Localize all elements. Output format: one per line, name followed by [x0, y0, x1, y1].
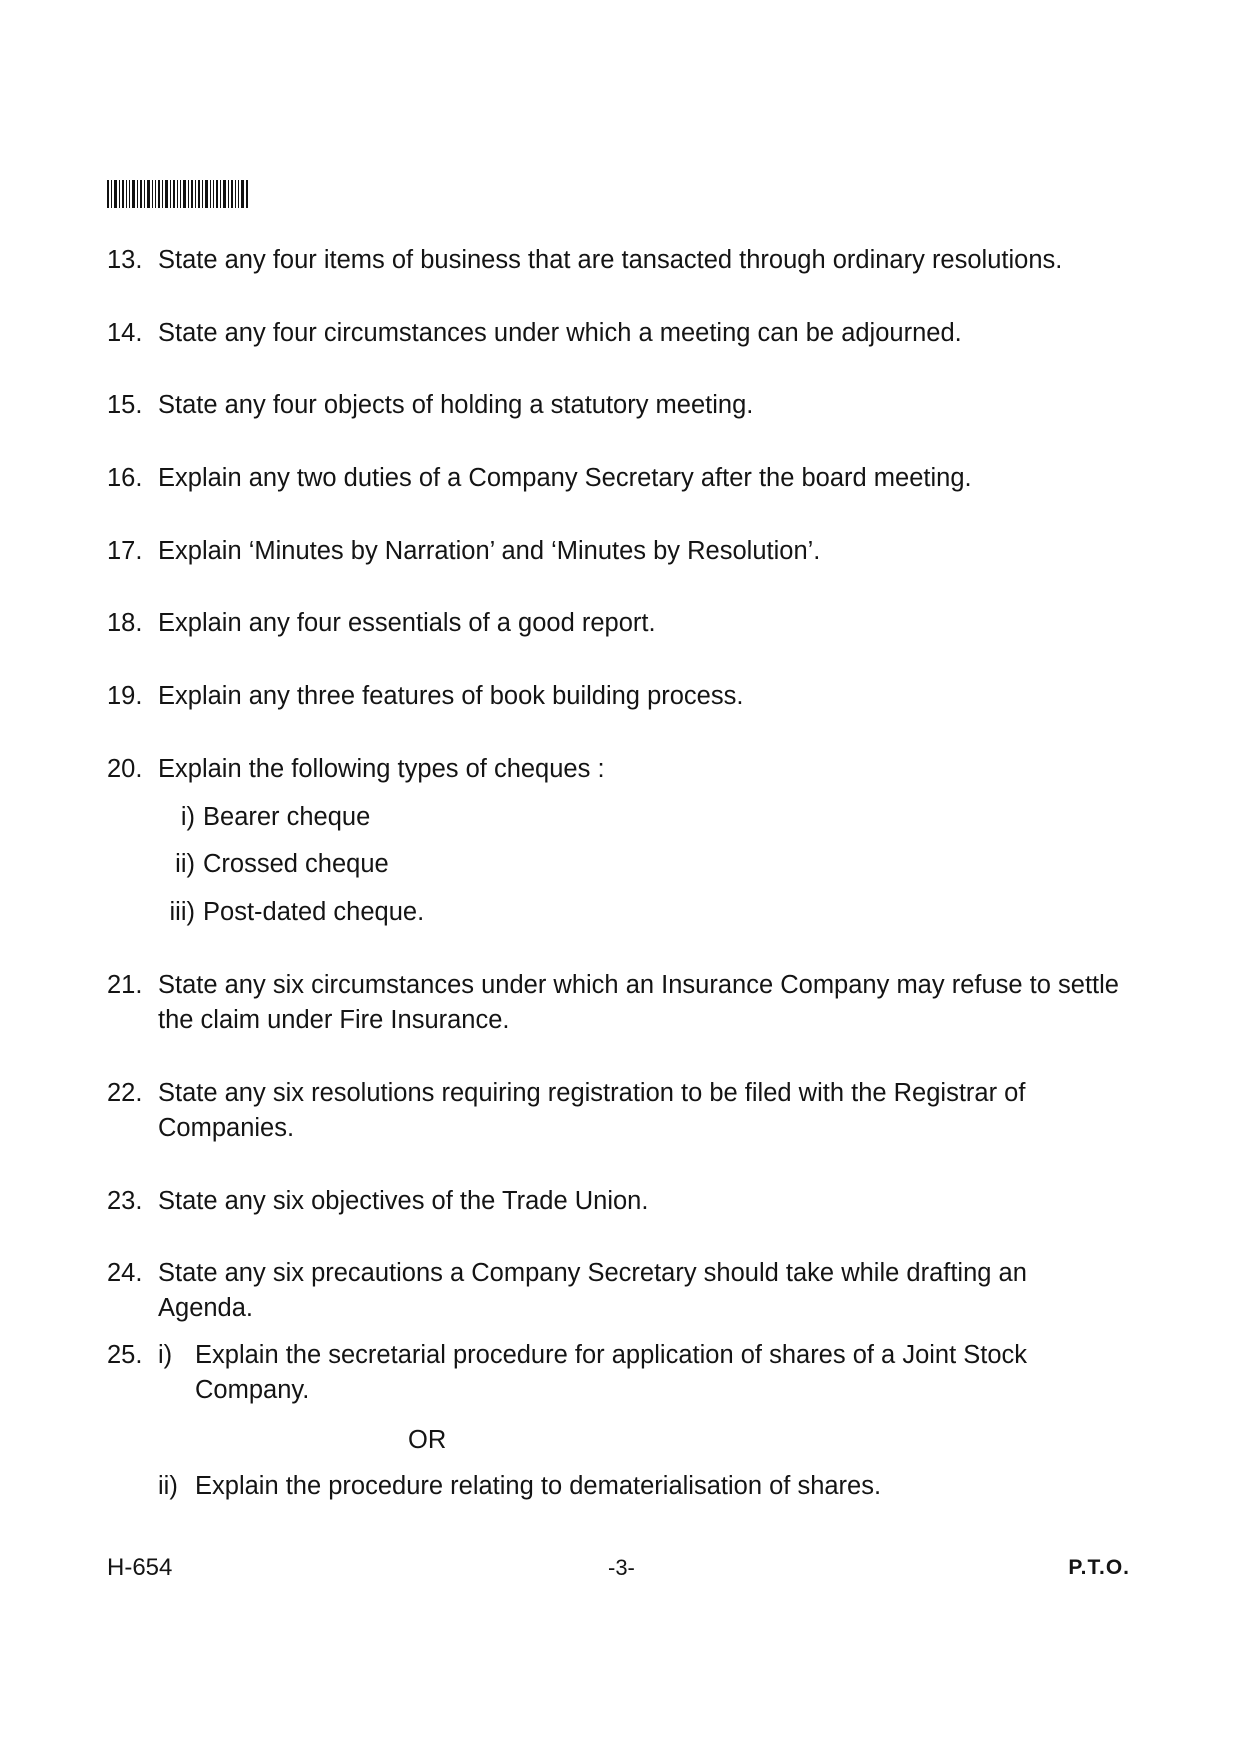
question-15: [107, 388, 1127, 423]
question-text: Explain any two duties of a Company Secretary after the board meeting.: [158, 464, 972, 492]
question-text: State any six precautions a Company Secretary should take while drafting an Agenda.: [158, 1259, 1027, 1322]
page-number: -3-: [608, 1555, 635, 1580]
question-text: State any six objectives of the Trade Union.: [158, 1187, 649, 1215]
question-text: State any six circumstances under which an Insurance Company may refuse to settle the claim under Fire Insurance.: [158, 971, 1119, 1034]
sub-item-label: i): [180, 803, 195, 831]
question-14: [107, 316, 1127, 351]
question-16: [107, 461, 1127, 496]
sub-item-text: Bearer cheque: [203, 803, 371, 831]
question-number: 25.: [107, 1341, 143, 1369]
question-number: 13.: [107, 246, 143, 274]
question-20: [107, 752, 1127, 787]
sub-item-text: Crossed cheque: [203, 850, 389, 878]
question-text: State any four circumstances under which a meeting can be adjourned.: [158, 319, 962, 347]
question-text: State any six resolutions requiring registration to be filed with the Registrar of Companies.: [158, 1079, 1026, 1142]
question-23: [107, 1184, 1127, 1219]
question-number: 24.: [107, 1259, 143, 1287]
option-text: Explain the procedure relating to dematerialisation of shares.: [195, 1472, 882, 1500]
question-text: State any four items of business that are tansacted through ordinary resolutions.: [158, 246, 1063, 274]
question-number: 17.: [107, 537, 143, 565]
question-text: State any four objects of holding a statutory meeting.: [158, 391, 754, 419]
sub-item-label: iii): [169, 898, 195, 926]
question-24: [107, 1256, 1127, 1326]
question-number: 21.: [107, 971, 143, 999]
question-number: 20.: [107, 755, 143, 783]
question-number: 19.: [107, 682, 143, 710]
pto-label: P.T.O.: [1068, 1556, 1130, 1579]
question-18: [107, 606, 1127, 641]
sub-item: [158, 895, 424, 930]
question-13: [107, 243, 1127, 278]
question-21: [107, 968, 1127, 1038]
question-text: Explain any three features of book building process.: [158, 682, 744, 710]
question-number: 15.: [107, 391, 143, 419]
question-number: 14.: [107, 319, 143, 347]
question-17: [107, 534, 1127, 569]
option-label: i): [158, 1341, 173, 1369]
question-number: 18.: [107, 609, 143, 637]
question-number-spacer: [107, 1469, 158, 1504]
option-label: ii): [158, 1472, 178, 1500]
question-text: Explain any four essentials of a good report.: [158, 609, 656, 637]
question-25: [107, 1338, 1127, 1408]
question-number: 22.: [107, 1079, 143, 1107]
question-22: [107, 1076, 1127, 1146]
sub-item: [158, 800, 370, 835]
option-text: Explain the secretarial procedure for application of shares of a Joint Stock Company.: [195, 1341, 1028, 1404]
question-25-alt: [107, 1469, 1127, 1504]
paper-code: H-654: [107, 1554, 173, 1581]
sub-item-label: ii): [175, 850, 195, 878]
sub-item: [158, 847, 389, 882]
question-number: 16.: [107, 464, 143, 492]
sub-item-text: Post-dated cheque.: [203, 898, 425, 926]
question-text: Explain the following types of cheques :: [158, 755, 605, 783]
barcode-image: [107, 180, 249, 208]
question-number: 23.: [107, 1187, 143, 1215]
or-divider: OR: [408, 1426, 447, 1454]
question-text: Explain ‘Minutes by Narration’ and ‘Minutes by Resolution’.: [158, 537, 821, 565]
question-19: [107, 679, 1127, 714]
